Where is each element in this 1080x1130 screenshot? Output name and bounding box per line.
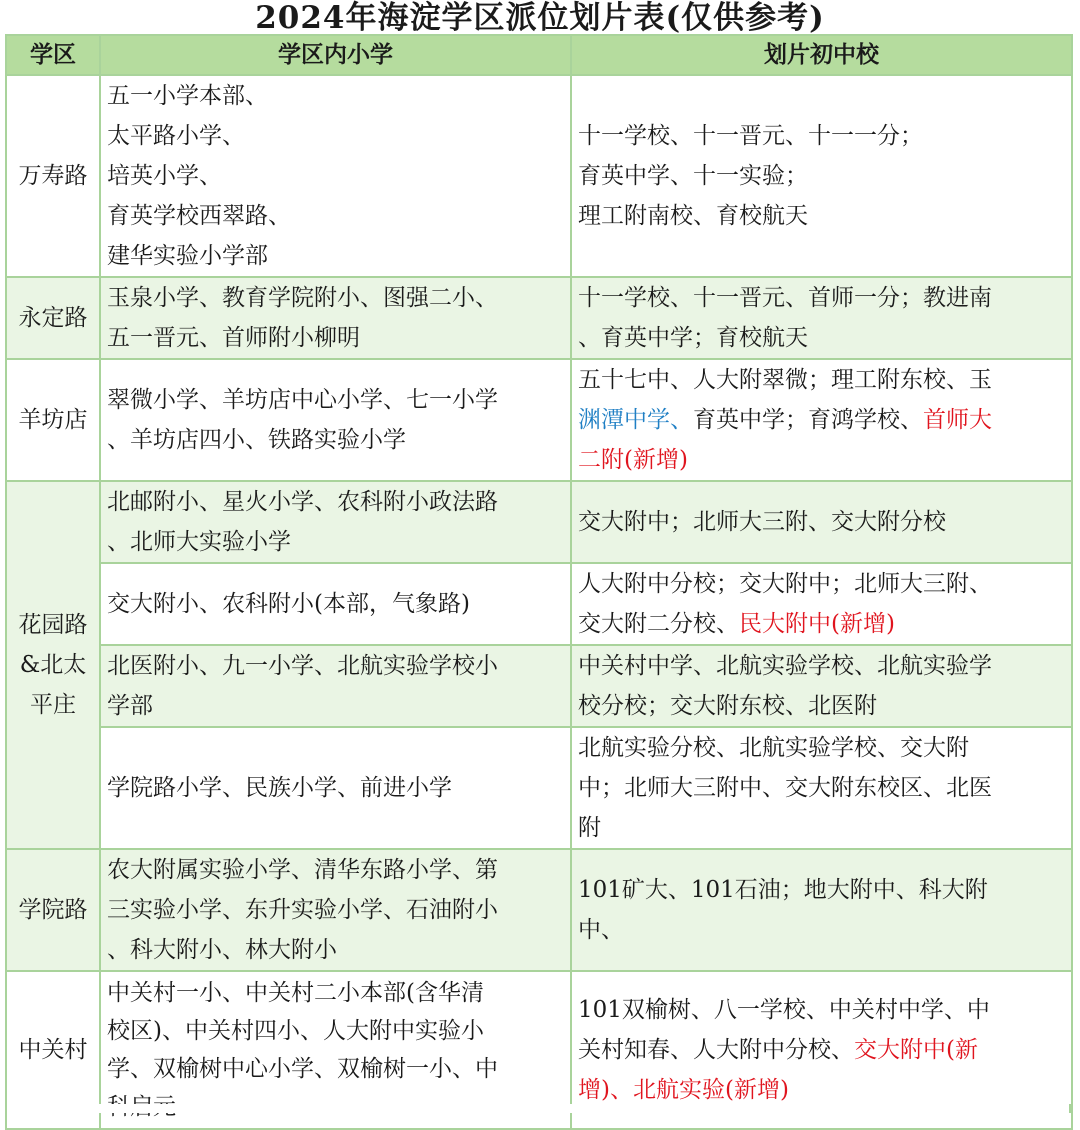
highlight-blue: 渊潭中学、	[578, 407, 693, 433]
primary-line: 玉泉小学、教育学院附小、图强二小、	[107, 285, 498, 311]
district-cell: 万寿路	[6, 75, 100, 277]
middle-cell	[571, 563, 1072, 645]
primary-line: 五一晋元、首师附小柳明	[107, 325, 360, 351]
primary-cell: 学院路小学、民族小学、前进小学	[100, 727, 571, 849]
middle-line: 、育英中学；育校航天	[578, 325, 808, 351]
middle-line: 中；北师大三附中、交大附东校区、北医	[578, 775, 992, 801]
district-cell: 羊坊店	[6, 359, 100, 481]
primary-cell: 交大附小、农科附小(本部，气象路)	[100, 563, 571, 645]
middle-line: 人大附中分校；交大附中；北师大三附、	[578, 571, 992, 597]
middle-line	[578, 604, 1065, 644]
primary-cell	[100, 481, 571, 563]
table-row	[6, 849, 1072, 971]
header-primary: 学区内小学	[100, 35, 571, 75]
middle-line: 北航实验分校、北航实验学校、交大附	[578, 735, 969, 761]
header-middle: 划片初中校	[571, 35, 1072, 75]
new-tag: 首师大	[923, 407, 992, 433]
district-line: 花园路	[18, 612, 88, 638]
middle-cell	[571, 75, 1072, 277]
table-row	[6, 727, 1072, 849]
primary-line: 翠微小学、羊坊店中心小学、七一小学	[107, 387, 498, 413]
table-row	[6, 563, 1072, 645]
table-continuation	[5, 1104, 1071, 1113]
district-line: &北太	[19, 652, 87, 678]
district-cell: 中关村	[6, 971, 100, 1129]
primary-cell	[100, 645, 571, 727]
primary-line: 校区)、中关村四小、人大附中实验小	[107, 1018, 484, 1044]
middle-text: 关村知春、人大附中分校、	[578, 1037, 854, 1063]
primary-line: 中关村一小、中关村二小本部(含华清	[107, 980, 484, 1006]
new-tag: 民大附中(新增)	[739, 611, 895, 637]
middle-line: 十一学校、十一晋元、十一一分；	[578, 123, 923, 149]
middle-cell	[571, 277, 1072, 359]
district-table	[5, 34, 1073, 1130]
middle-line: 中、	[578, 917, 624, 943]
middle-line: 中关村中学、北航实验学校、北航实验学	[578, 653, 992, 679]
middle-line: 五十七中、人大附翠微；理工附东校、玉	[578, 367, 992, 393]
primary-cell	[100, 277, 571, 359]
primary-line: 太平路小学、	[107, 123, 245, 149]
middle-cell	[571, 727, 1072, 849]
middle-line: 101双榆树、八一学校、中关村中学、中	[578, 997, 990, 1023]
page-title: 2024年海淀学区派位划片表(仅供参考)	[255, 0, 825, 34]
middle-line	[578, 1030, 1065, 1070]
primary-line: 、科大附小、林大附小	[107, 937, 337, 963]
table-row	[6, 75, 1072, 277]
primary-line: 、羊坊店四小、铁路实验小学	[107, 427, 406, 453]
table-row	[6, 277, 1072, 359]
middle-cell	[571, 645, 1072, 727]
primary-line: 农大附属实验小学、清华东路小学、第	[107, 857, 498, 883]
middle-text: 交大附二分校、	[578, 611, 739, 637]
district-cell: 永定路	[6, 277, 100, 359]
table-header-row	[6, 35, 1072, 75]
primary-line: 学部	[107, 693, 153, 719]
primary-line: 北邮附小、星火小学、农科附小政法路	[107, 489, 498, 515]
table-row	[6, 645, 1072, 727]
primary-cell	[100, 75, 571, 277]
middle-line	[578, 400, 1065, 440]
new-tag: 增)、北航实验(新增)	[578, 1077, 789, 1103]
middle-line: 育英中学、十一实验；	[578, 163, 808, 189]
primary-cell	[100, 849, 571, 971]
table-row	[6, 481, 1072, 563]
primary-line: 五一小学本部、	[107, 83, 268, 109]
new-tag: 交大附中(新	[854, 1037, 978, 1063]
primary-line: 育英学校西翠路、	[107, 203, 291, 229]
primary-line: 培英小学、	[107, 163, 222, 189]
table-title-bar	[0, 0, 1080, 34]
table-row	[6, 359, 1072, 481]
middle-cell	[571, 359, 1072, 481]
middle-line: 理工附南校、育校航天	[578, 203, 808, 229]
middle-line: 校分校；交大附东校、北医附	[578, 693, 877, 719]
district-line: 平庄	[30, 692, 76, 718]
primary-line: 北医附小、九一小学、北航实验学校小	[107, 653, 498, 679]
primary-line: 学、双榆树中心小学、双榆树一小、中	[107, 1056, 498, 1082]
middle-cell	[571, 849, 1072, 971]
middle-line: 附	[578, 815, 601, 841]
middle-cell: 交大附中；北师大三附、交大附分校	[571, 481, 1072, 563]
district-cell: 学院路	[6, 849, 100, 971]
middle-line: 十一学校、十一晋元、首师一分；教进南	[578, 285, 992, 311]
primary-line: 建华实验小学部	[107, 243, 268, 269]
primary-line: 三实验小学、东升实验小学、石油附小	[107, 897, 498, 923]
primary-line: 、北师大实验小学	[107, 529, 291, 555]
middle-text: 育英中学；育鸿学校、	[693, 407, 923, 433]
middle-line: 101矿大、101石油；地大附中、科大附	[578, 877, 988, 903]
primary-cell	[100, 359, 571, 481]
new-tag: 二附(新增)	[578, 447, 688, 473]
district-cell	[6, 481, 100, 849]
header-district: 学区	[6, 35, 100, 75]
